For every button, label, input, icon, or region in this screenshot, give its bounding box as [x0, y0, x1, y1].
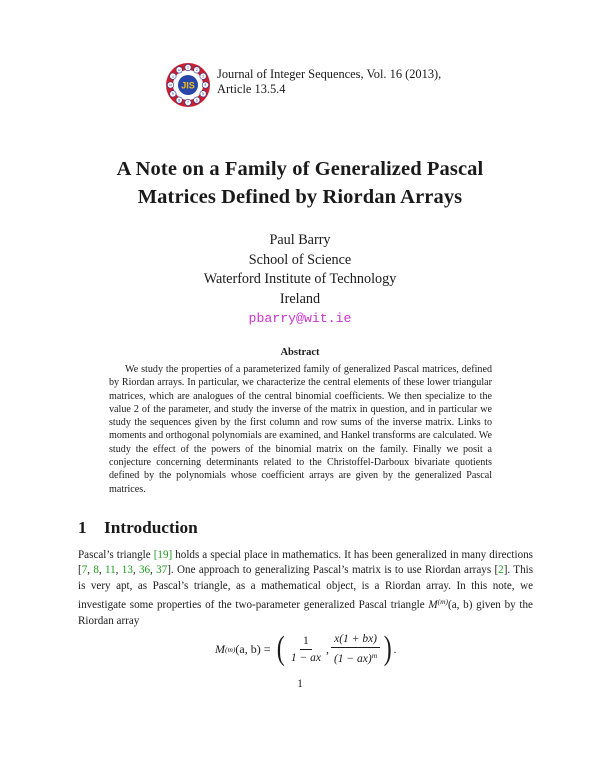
- right-paren: ): [383, 630, 392, 667]
- title-line-2: Matrices Defined by Riordan Arrays: [137, 186, 463, 208]
- svg-text:12: 12: [177, 68, 181, 73]
- svg-text:5: 5: [202, 92, 205, 96]
- section-title: Introduction: [104, 518, 198, 537]
- svg-text:11: 11: [171, 74, 175, 79]
- citation-link[interactable]: 8: [93, 564, 99, 577]
- left-paren: (: [276, 630, 285, 667]
- svg-text:3: 3: [202, 74, 205, 79]
- journal-line-1: Journal of Integer Sequences, Vol. 16 (2013),: [217, 67, 442, 81]
- citation-link[interactable]: 11: [104, 564, 116, 577]
- title-line-1: A Note on a Family of Generalized Pascal: [116, 158, 484, 180]
- math-M: M: [428, 599, 438, 612]
- abstract-heading: Abstract: [280, 347, 320, 358]
- citation-link[interactable]: [19]: [153, 549, 173, 561]
- citation-link[interactable]: 36: [138, 564, 151, 577]
- intro-paragraph: Pascal’s triangle [19] holds a special place in mathematics. It has been generalized in many directions [7, 8, 11, 13, 36, 37]. One approach to generalizing Pascal’s matrix is to use Riordan arrays [2]. This is very apt, as Pascal’s triangle, as a mathematical object, is a Riordan array. In this note, we investigate some properties of the two-parameter generalized Pascal triangle $M^{(m)}(a$, b) given by the Riordan array: [78, 549, 534, 627]
- svg-text:10: 10: [168, 83, 173, 88]
- svg-text:8: 8: [178, 98, 181, 103]
- svg-text:7: 7: [187, 100, 189, 105]
- svg-text:4: 4: [204, 83, 207, 88]
- journal-line-2: Article 13.5.4: [217, 82, 286, 96]
- fraction-1: $\frac{1}{1 - ax}$: [290, 634, 321, 664]
- author-institute: Waterford Institute of Technology: [203, 271, 397, 288]
- svg-text:JIS: JIS: [181, 80, 195, 91]
- journal-citation: [217, 67, 441, 97]
- math-superscript: (m): [437, 597, 449, 607]
- jis-logo-icon: [165, 62, 211, 108]
- section-heading: [78, 518, 198, 538]
- citation-link[interactable]: 37: [156, 564, 168, 577]
- math-args: (a, b): [448, 599, 473, 612]
- svg-text:2: 2: [195, 68, 198, 73]
- page-number: 1: [297, 678, 303, 690]
- svg-text:9: 9: [171, 92, 174, 96]
- abstract-text: We study the properties of a parameterized family of generalized Pascal matrices, defined by Riordan arrays. In particular, we characterize the central elements of these lower triangular matrices, which are analogues of the central binomial coefficients. We then specialize to the value 2 of the parameter, and study the inverse of the matrix in question, and in particular we study the sequences given by the first column and row sums of the inverse matrix. Links to moments and orthogonal polynomials are examined, and Hankel transforms are calculated. We study the effect of the powers of the binomial matrix on the family. Finally we posit a conjecture concerning determinants related to the Christoffel-Darboux bivariate quotients defined by the polynomials whose coefficient arrays are given by the generalized Pascal matrices.: [109, 364, 492, 495]
- journal-header: [165, 62, 485, 108]
- author-name: Paul Barry: [269, 232, 331, 248]
- paper-title: [40, 155, 560, 211]
- svg-text:1: 1: [187, 65, 189, 70]
- section-number: 1: [78, 518, 87, 537]
- author-block: [100, 231, 500, 329]
- citation-link[interactable]: 2: [498, 564, 504, 577]
- author-department: School of Science: [248, 251, 352, 268]
- author-country: Ireland: [279, 290, 321, 307]
- svg-text:6: 6: [195, 98, 198, 103]
- fraction-2: $\frac{x(1 + bx)}{(1 - ax)^m}$: [331, 632, 380, 666]
- riordan-equation: M (m) (a, b) = ( $\frac{1}{1 - ax}$ , $\frac{x(1 + bx)}{(1 - ax)^m}$ ) .: [215, 630, 397, 667]
- citation-link[interactable]: 13: [121, 564, 133, 577]
- author-email-link[interactable]: pbarry@wit.ie: [248, 311, 352, 327]
- citation-link[interactable]: 7: [81, 564, 88, 577]
